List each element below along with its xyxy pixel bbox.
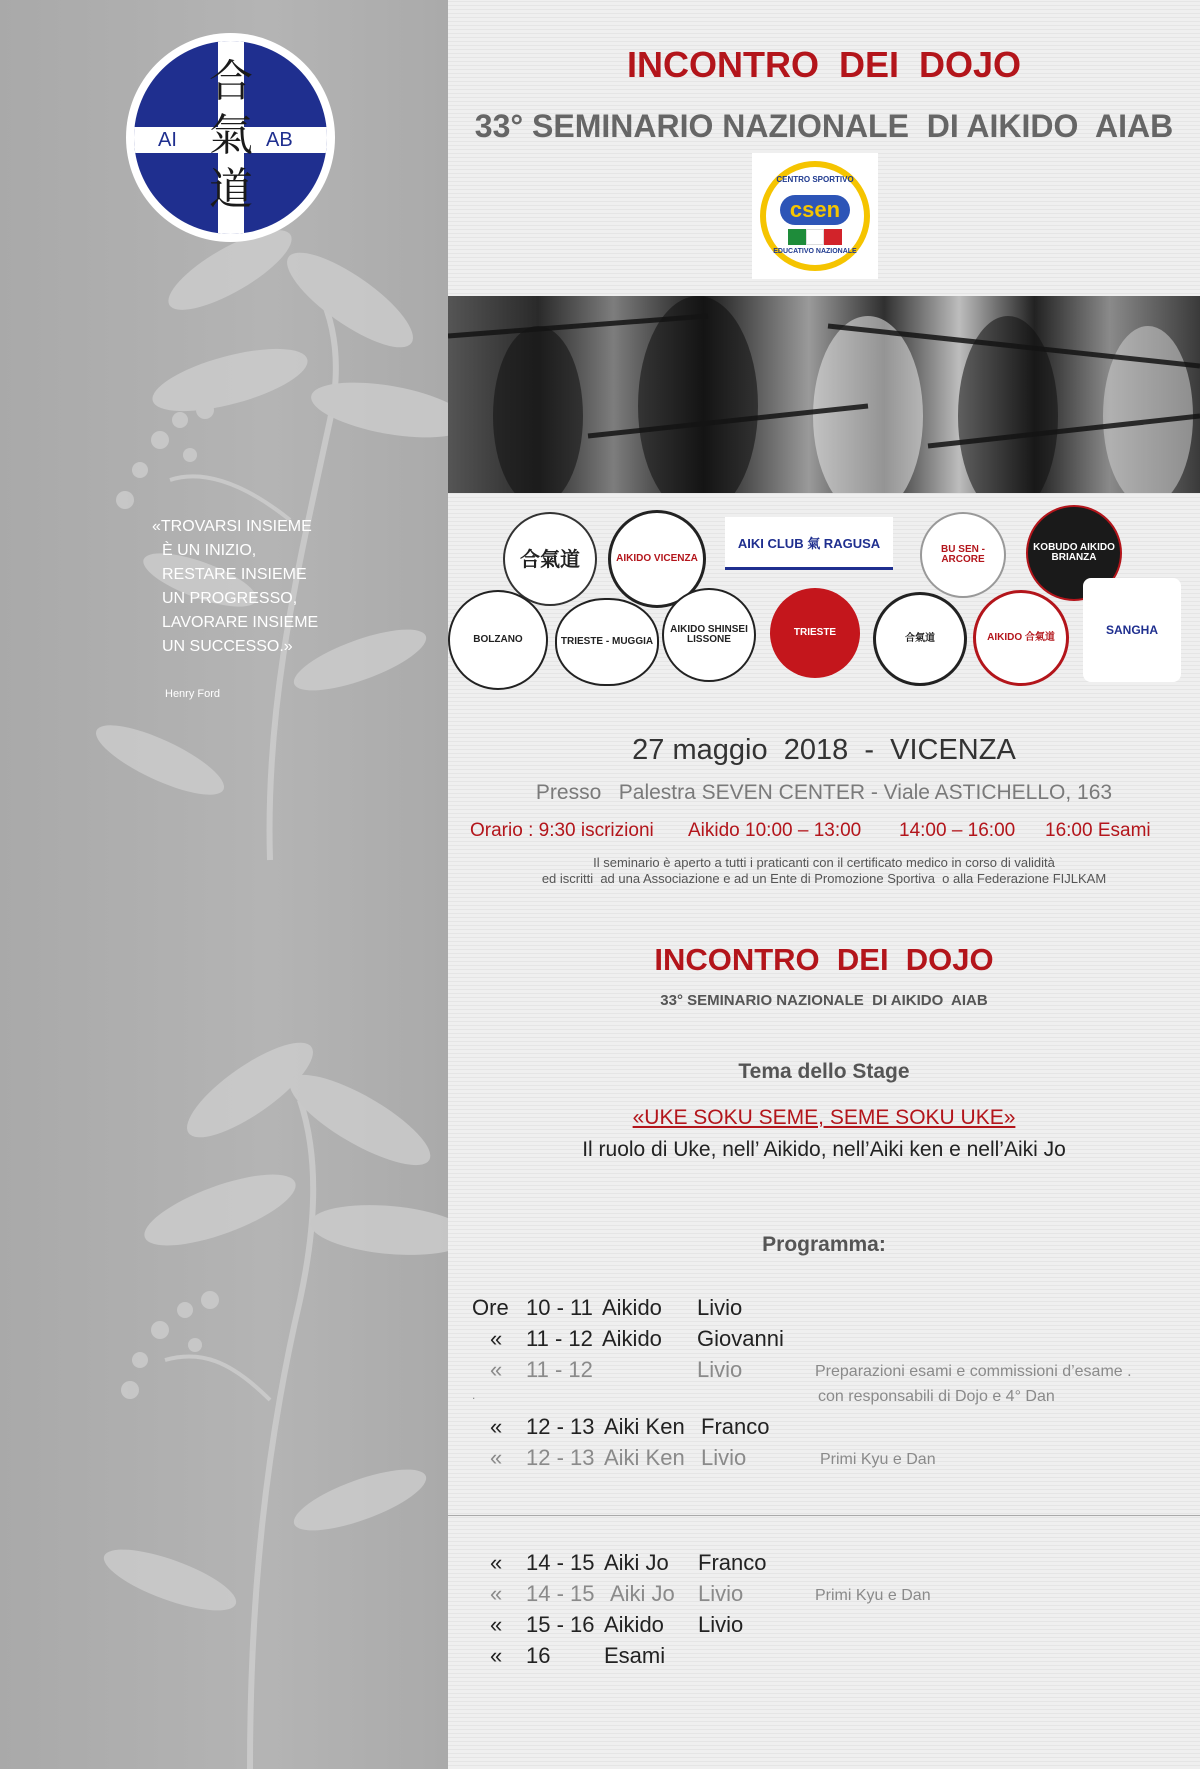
event-date: 27 maggio 2018 - VICENZA	[632, 734, 1016, 766]
quote-author: Henry Ford	[165, 688, 221, 700]
quote-line: RESTARE INSIEME	[162, 566, 307, 583]
programme-note: Preparazioni esami e commissioni d’esame .	[815, 1363, 1132, 1380]
schedule-exams: 16:00 Esami	[1045, 820, 1151, 841]
programme-dot: .	[472, 1388, 476, 1402]
dojo-logo-bolzano: BOLZANO	[448, 590, 548, 690]
aikido-photo	[448, 296, 1200, 493]
schedule-registration: Orario : 9:30 iscrizioni	[470, 820, 654, 841]
logo-text-left: AI	[158, 129, 177, 151]
aiab-logo	[126, 33, 335, 242]
plant-illustration	[0, 0, 448, 1769]
tema-description: Il ruolo di Uke, nell’ Aikido, nell’Aiki ken e nell’Aiki Jo	[582, 1138, 1066, 1161]
section-title: INCONTRO DEI DOJO	[654, 942, 994, 977]
dojo-logo-kanji: 合氣道	[873, 592, 967, 686]
dojo-logo-aikido-red: AIKIDO 合氣道	[973, 590, 1069, 686]
programme-divider	[448, 1515, 1200, 1516]
tema-label: Tema dello Stage	[738, 1060, 910, 1083]
event-subtitle: 33° SEMINARIO NAZIONALE DI AIKIDO AIAB	[474, 108, 1174, 144]
programma-label: Programma:	[762, 1233, 886, 1256]
csen-bottom-text: EDUCATIVO NAZIONALE	[773, 248, 857, 255]
quote-block	[152, 515, 318, 659]
event-title: INCONTRO DEI DOJO	[626, 44, 1022, 85]
dojo-logo-aikikai: 合氣道	[503, 512, 597, 606]
quote-line: È UN INIZIO,	[162, 542, 257, 559]
csen-logo	[752, 153, 878, 279]
schedule-morning: Aikido 10:00 – 13:00	[688, 820, 862, 841]
schedule-afternoon: 14:00 – 16:00	[899, 820, 1016, 841]
logo-kanji: 合氣道	[209, 56, 253, 215]
programme-note: Primi Kyu e Dan	[820, 1451, 936, 1468]
dojo-logo-kobudo-brianza: KOBUDO AIKIDO BRIANZA	[1026, 505, 1122, 601]
quote-line: LAVORARE INSIEME	[162, 614, 319, 631]
sidebar	[0, 0, 448, 1769]
eligibility-note-2: ed iscritti ad una Associazione e ad un Ente di Promozione Sportiva o alla Federazione FIJLKAM	[541, 871, 1107, 886]
dojo-logo-trieste-muggia: TRIESTE - MUGGIA	[555, 598, 659, 686]
dojo-logo-shinsei-lissone: AIKIDO SHINSEI LISSONE	[662, 588, 756, 682]
logo-text-right: AB	[266, 129, 293, 151]
quote-line: «TROVARSI INSIEME	[152, 518, 312, 535]
tema-title: «UKE SOKU SEME, SEME SOKU UKE»	[632, 1106, 1016, 1129]
eligibility-note-1: Il seminario è aperto a tutti i praticanti con il certificato medico in corso di validità	[593, 855, 1055, 870]
dojo-logo-sangha: SANGHA	[1083, 578, 1181, 682]
programme-note-extra: con responsabili di Dojo e 4° Dan	[818, 1388, 1055, 1405]
dojo-logo-aikido-vicenza: AIKIDO VICENZA	[608, 510, 706, 608]
event-venue: Presso Palestra SEVEN CENTER - Viale ASTICHELLO, 163	[535, 781, 1113, 804]
quote-line: UN SUCCESSO.»	[162, 638, 293, 655]
dojo-logo-trieste: TRIESTE	[770, 588, 860, 678]
section-subtitle: 33° SEMINARIO NAZIONALE DI AIKIDO AIAB	[660, 992, 988, 1009]
dojo-logo-bu-sen-arcore: BU SEN - ARCORE	[920, 512, 1006, 598]
programme-note: Primi Kyu e Dan	[815, 1587, 931, 1604]
csen-name: csen	[789, 197, 841, 222]
dojo-logo-aiki-club-ragusa: AIKI CLUB 氣 RAGUSA	[725, 517, 893, 570]
quote-line: UN PROGRESSO,	[162, 590, 298, 607]
csen-top-text: CENTRO SPORTIVO	[776, 175, 854, 184]
